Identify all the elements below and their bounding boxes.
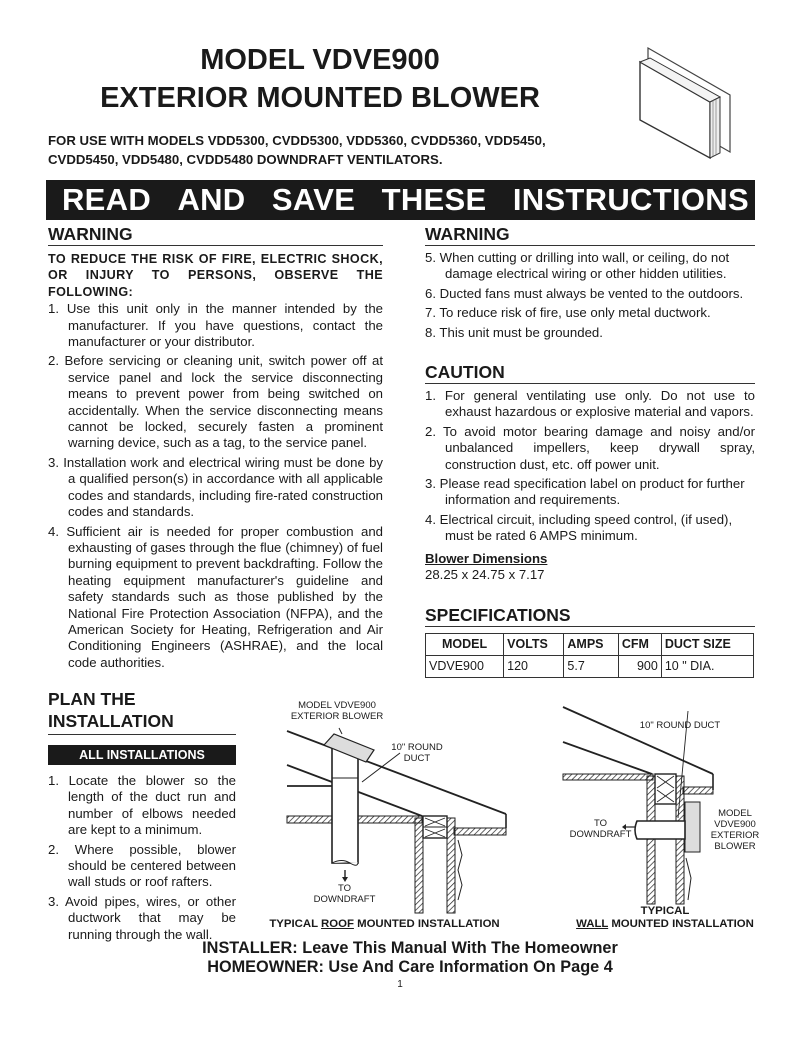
warning-item: 4. Sufficient air is needed for proper combustion and exhausting of gases through the flue (chimney) of fuel burning equipment to prevent backdrafting. Follow the heating equipment manufacturer's guideline and safety standards such as those published by the National Fire Protection Association (NFPA), and the American Society for Heating, Refrigeration and Air Conditioning Engineers (ASHRAE), and the local code authorities. — [48, 523, 383, 670]
plan-heading-line2: INSTALLATION — [48, 711, 174, 731]
spec-cell-volts: 120 — [504, 655, 564, 677]
roof-blower-label: MODEL VDVE900 EXTERIOR BLOWER — [290, 700, 384, 722]
compatible-models: FOR USE WITH MODELS VDD5300, CVDD5300, VDD5360, CVDD5360, VDD5450, CVDD5450, VDD5480, CVDD5480 DOWNDRAFT VENTILATORS. — [48, 133, 546, 167]
roof-install-diagram — [262, 690, 517, 935]
roof-caption: TYPICAL ROOF MOUNTED INSTALLATION — [269, 918, 500, 930]
spec-header-cell: DUCT SIZE — [661, 633, 753, 655]
plan-section — [48, 688, 236, 946]
warning-item: 1. Use this unit only in the manner intended by the manufacturer. If you have questions, contact the manufacturer or your distributor. — [48, 301, 383, 350]
caution-item: 1. For general ventilating use only. Do not use to exhaust hazardous or explosive material and vapors. — [425, 388, 755, 420]
roof-downdraft-label: TO DOWNDRAFT — [313, 883, 376, 905]
spec-header-row — [426, 633, 754, 655]
wall-diagram-drawing — [555, 700, 800, 910]
warning-item: 3. Installation work and electrical wiring must be done by a qualified person(s) in accordance with all applicable codes and standards, including fire-rated construction codes and standards. — [48, 454, 383, 520]
warning-heading: WARNING — [48, 223, 383, 246]
spec-header-cell: CFM — [618, 633, 661, 655]
spec-row — [426, 655, 754, 677]
dimensions-value: 28.25 x 24.75 x 7.17 — [425, 567, 545, 583]
warning-item: 8. This unit must be grounded. — [425, 324, 603, 340]
spec-cell-duct: 10 " DIA. — [661, 655, 753, 677]
footer-homeowner-note: HOMEOWNER: Use And Care Information On Page 4 — [207, 958, 613, 976]
dimensions-label: Blower Dimensions — [425, 550, 548, 566]
all-installations-label: ALL INSTALLATIONS — [48, 745, 236, 765]
warning-item: 6. Ducted fans must always be vented to the outdoors. — [425, 285, 744, 301]
warning-item: 2. Before servicing or cleaning unit, switch power off at service panel and lock the service disconnecting means to prevent power from being switched on accidentally. When the service disconnecting means cannot be locked, securely fasten a prominent warning device, such as a tag, to the service panel. — [48, 353, 383, 451]
footer-installer-note: INSTALLER: Leave This Manual With The Homeowner — [202, 939, 618, 957]
wall-blower-label: MODEL VDVE900 EXTERIOR BLOWER — [710, 808, 760, 852]
roof-diagram-drawing — [262, 690, 517, 920]
spec-cell-cfm: 900 — [618, 655, 661, 677]
plan-item: 2. Where possible, blower should be centered between wall studs or roof rafters. — [48, 841, 236, 890]
specifications-heading: SPECIFICATIONS — [425, 604, 755, 627]
caution-item: 3. Please read specification label on product for further information and requirements. — [425, 476, 745, 508]
spec-header-cell: MODEL — [426, 633, 504, 655]
wall-downdraft-label: TO DOWNDRAFT — [569, 818, 632, 840]
wall-duct-label: 10" ROUND DUCT — [639, 720, 721, 731]
plan-item: 1. Locate the blower so the length of the duct run and number of elbows needed are kept to a minimum. — [48, 773, 236, 838]
spec-cell-amps: 5.7 — [564, 655, 618, 677]
spec-header-cell: AMPS — [564, 633, 618, 655]
page-number: 1 — [397, 979, 403, 990]
plan-heading-line1: PLAN THE — [48, 689, 136, 709]
specifications-table — [425, 633, 754, 678]
wall-caption: TYPICAL WALL MOUNTED INSTALLATION — [576, 905, 754, 930]
roof-duct-label: 10" ROUND DUCT — [391, 742, 443, 764]
warning-left-section — [48, 223, 383, 674]
right-column — [425, 223, 755, 678]
plan-item: 3. Avoid pipes, wires, or other ductwork that may be running through the wall. — [48, 893, 236, 942]
caution-item: 4. Electrical circuit, including speed control, (if used), must be rated 6 AMPS minimum. — [425, 511, 733, 544]
caution-heading: CAUTION — [425, 361, 755, 384]
wall-install-diagram — [555, 700, 800, 935]
spec-cell-model: VDVE900 — [426, 655, 504, 677]
title-model: MODEL VDVE900 — [200, 44, 440, 76]
warning-item: 7. To reduce risk of fire, use only metal ductwork. — [425, 305, 711, 321]
title-product: EXTERIOR MOUNTED BLOWER — [100, 82, 540, 114]
spec-header-cell: VOLTS — [504, 633, 564, 655]
warning-heading-right: WARNING — [425, 223, 755, 246]
caution-item: 2. To avoid motor bearing damage and noisy and/or unbalanced impellers, keep drywall spray, construction dust, etc. off power unit. — [425, 423, 755, 472]
warning-item: 5. When cutting or drilling into wall, or ceiling, do not damage electrical wiring or other hidden utilities. — [425, 250, 730, 282]
warning-intro: TO REDUCE THE RISK OF FIRE, ELECTRIC SHOCK, OR INJURY TO PERSONS, OBSERVE THE FOLLOWING: — [48, 252, 383, 299]
read-save-banner: READ AND SAVE THESE INSTRUCTIONS — [46, 180, 755, 220]
blower-product-illustration — [620, 40, 750, 160]
